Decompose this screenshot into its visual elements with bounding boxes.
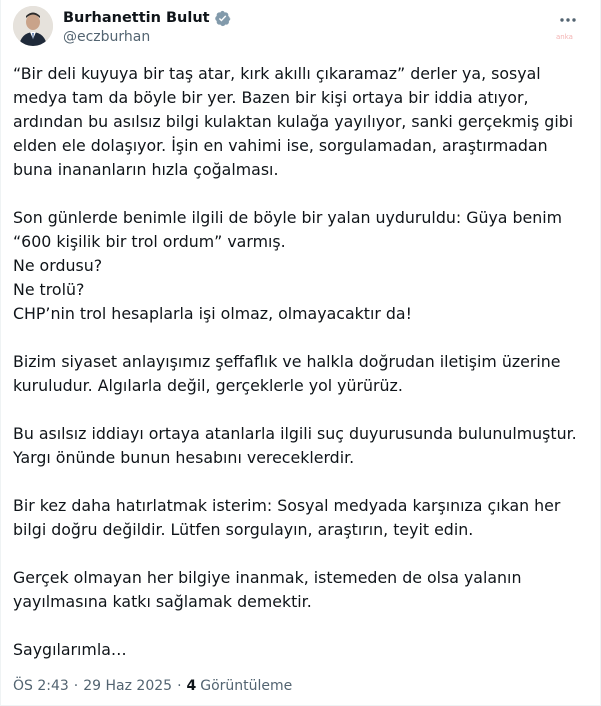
avatar-image <box>13 6 53 46</box>
tweet-text <box>13 62 591 662</box>
tweet-paragraph: Bizim siyaset anlayışımız şeffaflık ve halkla doğrudan iletişim üzerine kuruludur. Algılarla değil, gerçeklerle yol yürürüz. <box>13 352 561 395</box>
views-label: Görüntüleme <box>200 678 293 694</box>
tweet-paragraph: Bir kez daha hatırlatmak isterim: Sosyal medyada karşınıza çıkan her bilgi doğru değildir. Lütfen sorgulayın, araştırın, teyit edin. <box>13 496 561 539</box>
tweet-paragraph: Son günlerde benimle ilgili de böyle bir yalan uyduruldu: Güya benim “600 kişilik bir trol ordum” varmış. Ne ordusu? Ne trolü? CHP’nin trol hesaplarla işi olmaz, olmayacaktır da! <box>13 208 563 323</box>
tweet-date[interactable]: 29 Haz 2025 <box>83 678 173 694</box>
display-name-row <box>63 8 231 28</box>
author-handle[interactable]: @eczburhan <box>63 29 151 45</box>
tweet-paragraph: “Bir deli kuyuya bir taş atar, kırk akıllı çıkaramaz” derler ya, sosyal medya tam da böyle bir yer. Bazen bir kişi ortaya bir iddia atıyor, ardından bu asılsız bilgi kulaktan kulağa yayılıyor, sanki gerçekmiş gibi elden ele dolaşıyor. İşin en vahimi ise, sorgulamadan, araştırmadan buna inananların hızla çoğalması. <box>13 64 574 179</box>
tweet-meta <box>13 678 292 694</box>
verified-badge-icon <box>214 10 231 27</box>
tweet-time[interactable]: ÖS 2:43 <box>13 678 69 694</box>
display-name[interactable]: Burhanettin Bulut <box>63 10 210 26</box>
tweet-paragraph: Gerçek olmayan her bilgiye inanmak, istemeden de olsa yalanın yayılmasına katkı sağlamak demektir. <box>13 568 522 611</box>
more-options-icon <box>559 17 577 23</box>
tweet-paragraph: Bu asılsız iddiayı ortaya atanlarla ilgili suç duyurusunda bulunulmuştur. Yargı önünde bunun hesabını vereceklerdir. <box>13 424 577 467</box>
tweet-paragraph: Saygılarımla… <box>13 640 127 659</box>
watermark-text: anka <box>556 33 573 40</box>
watermark-logo <box>556 32 586 40</box>
more-options-button[interactable] <box>556 10 580 30</box>
views-count: 4 <box>186 678 197 694</box>
avatar[interactable] <box>13 6 53 46</box>
author-names <box>63 8 231 45</box>
separator-dot: · <box>177 678 182 694</box>
separator-dot: · <box>73 678 79 694</box>
tweet-header <box>13 6 588 52</box>
